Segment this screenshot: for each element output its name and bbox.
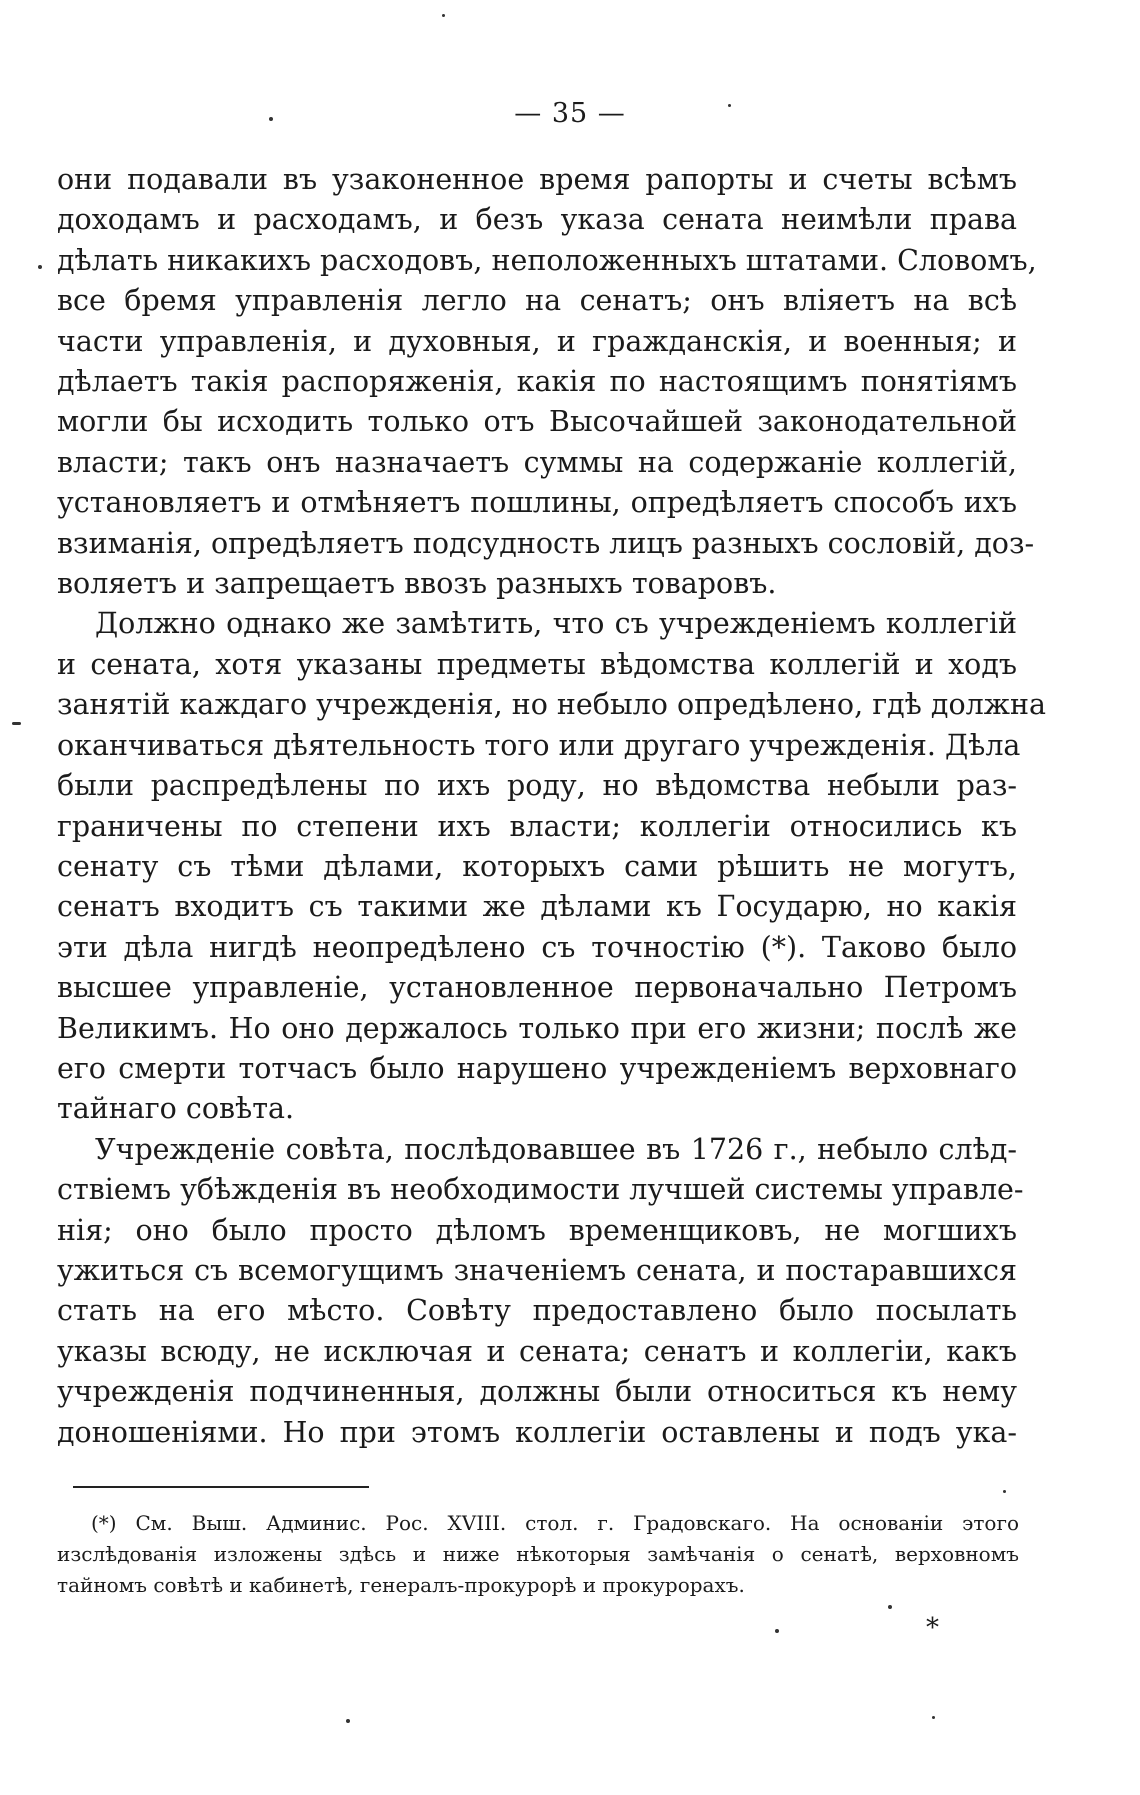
scan-speck bbox=[888, 1605, 892, 1609]
text-line: все бремя управленія легло на сенатъ; онъ вліяетъ на всѣ bbox=[57, 284, 1017, 318]
text-line: воляетъ и запрещаетъ ввозъ разныхъ товаровъ. bbox=[57, 567, 777, 601]
text-line: могли бы исходить только отъ Высочайшей законодательной bbox=[57, 405, 1017, 439]
asterisk-mark: * bbox=[926, 1613, 939, 1643]
scan-speck bbox=[932, 1716, 935, 1719]
text-line: ствіемъ убѣжденія въ необходимости лучшей системы управле- bbox=[57, 1173, 1024, 1207]
text-line: сенату съ тѣми дѣлами, которыхъ сами рѣшить не могутъ, bbox=[57, 849, 1017, 883]
scan-speck bbox=[728, 104, 731, 107]
text-line: нія; оно было просто дѣломъ временщиковъ, не могшихъ bbox=[57, 1213, 1017, 1247]
scan-speck bbox=[346, 1719, 350, 1723]
text-line: доношеніями. Но при этомъ коллегіи оставлены и подъ ука- bbox=[57, 1415, 1017, 1449]
main-text bbox=[57, 160, 1046, 1453]
text-line: взиманія, опредѣляетъ подсудность лицъ разныхъ сословій, доз- bbox=[57, 526, 1035, 560]
scan-speck bbox=[442, 14, 445, 17]
footnote-line: тайномъ совѣтѣ и кабинетѣ, генералъ-прокурорѣ и прокурорахъ. bbox=[57, 1573, 745, 1597]
text-line: тайнаго совѣта. bbox=[57, 1092, 295, 1126]
text-line: дѣлаетъ такія распоряженія, какія по настоящимъ понятіямъ bbox=[57, 365, 1017, 399]
text-line: эти дѣла нигдѣ неопредѣлено съ точностію (*). Таково было bbox=[57, 930, 1017, 964]
text-line: были распредѣлены по ихъ роду, но вѣдомства небыли раз- bbox=[57, 769, 1017, 803]
text-line: власти; такъ онъ назначаетъ суммы на содержаніе коллегій, bbox=[57, 445, 1017, 479]
text-line: ужиться съ всемогущимъ значеніемъ сената, и постаравшихся bbox=[57, 1253, 1017, 1287]
page-number: — 35 — bbox=[514, 98, 626, 129]
paragraph-1 bbox=[57, 160, 1037, 604]
text-line: сенатъ входитъ съ такими же дѣлами къ Государю, но какія bbox=[57, 890, 1017, 924]
footnote-line: (*) См. Выш. Админис. Рос. XVIII. стол. г. Градовскаго. На основаніи этого bbox=[91, 1511, 1019, 1535]
text-line: стать на его мѣсто. Совѣту предоставлено было посылать bbox=[57, 1294, 1017, 1328]
paragraph-3 bbox=[57, 1130, 1024, 1453]
footnote bbox=[57, 1508, 1019, 1601]
text-line: его смерти тотчасъ было нарушено учрежденіемъ верховнаго bbox=[57, 1051, 1017, 1085]
text-line: Великимъ. Но оно держалось только при его жизни; послѣ же bbox=[57, 1011, 1017, 1045]
footnote-divider bbox=[73, 1486, 369, 1488]
text-line: Должно однако же замѣтить, что съ учрежденіемъ коллегій bbox=[95, 607, 1017, 641]
text-line: указы всюду, не исключая и сената; сенатъ и коллегіи, какъ bbox=[57, 1334, 1017, 1368]
text-line: установляетъ и отмѣняетъ пошлины, опредѣляетъ способъ ихъ bbox=[57, 486, 1017, 520]
footnote-line: изслѣдованія изложены здѣсь и ниже нѣкоторыя замѣчанія о сенатѣ, верховномъ bbox=[57, 1542, 1019, 1566]
text-line: учрежденія подчиненныя, должны были относиться къ нему bbox=[57, 1375, 1017, 1409]
text-line: Учрежденіе совѣта, послѣдовавшее въ 1726 г., небыло слѣд- bbox=[95, 1132, 1017, 1166]
text-line: граничены по степени ихъ власти; коллегіи относились къ bbox=[57, 809, 1017, 843]
text-line: оканчиваться дѣятельность того или другаго учрежденія. Дѣла bbox=[57, 728, 1021, 762]
scan-speck bbox=[12, 722, 21, 725]
text-line: они подавали въ узаконенное время рапорты и счеты всѣмъ bbox=[57, 163, 1017, 196]
scan-speck bbox=[1003, 1490, 1006, 1493]
scan-speck bbox=[38, 265, 42, 269]
paragraph-2 bbox=[57, 604, 1046, 1129]
text-line: дѣлать никакихъ расходовъ, неположенныхъ штатами. Словомъ, bbox=[57, 243, 1037, 277]
scan-speck bbox=[269, 117, 273, 121]
text-line: доходамъ и расходамъ, и безъ указа сената неимѣли права bbox=[57, 203, 1017, 237]
scan-speck bbox=[775, 1629, 779, 1633]
text-line: занятій каждаго учрежденія, но небыло опредѣлено, гдѣ должна bbox=[57, 688, 1046, 722]
text-line: части управленія, и духовныя, и гражданскія, и военныя; и bbox=[57, 324, 1017, 358]
text-line: и сената, хотя указаны предметы вѣдомства коллегій и ходъ bbox=[57, 647, 1017, 681]
text-line: высшее управленіе, установленное первоначально Петромъ bbox=[57, 971, 1017, 1005]
